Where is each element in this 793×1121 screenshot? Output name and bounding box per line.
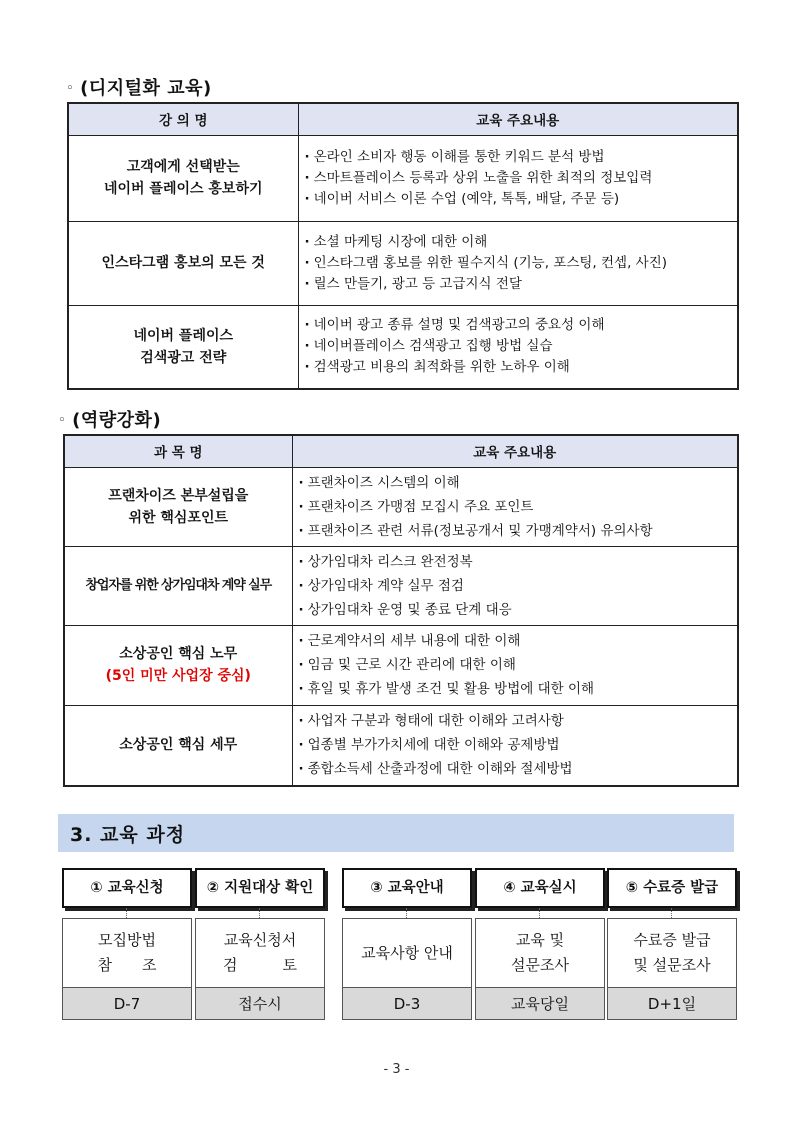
table-row [64,467,738,546]
step-box [607,918,737,1020]
content-item: · 온라인 소비자 행동 이해를 통한 키워드 분석 방법 [305,147,738,168]
course-name [68,305,298,389]
course-name-line: 창업자를 위한 상가임대차 계약 실무 [85,577,272,593]
step-description-line: 모집방법 [98,931,156,949]
step-label: ① 교육신청 [62,868,192,908]
step-description-line: 교육 및 [515,931,565,949]
column-header-content: 교육 주요내용 [298,103,738,135]
course-name [64,705,292,786]
content-item: · 상가임대차 리스크 완전정복 [299,550,738,574]
step-description-line: 및 설문조사 [633,956,711,974]
step-description [608,919,736,987]
step-description [476,919,604,987]
step-label: ③ 교육안내 [342,868,472,908]
course-name-line: 프랜차이즈 본부설립을 [108,487,249,504]
course-name-line: 네이버 플레이스 [133,327,234,344]
course-content [298,221,738,305]
course-name [64,467,292,546]
step-label: ④ 교육실시 [475,868,605,908]
content-item: · 종합소득세 산출과정에 대한 이해와 절세방법 [299,757,738,781]
step-box [475,918,605,1020]
content-item: · 임금 및 근로 시간 관리에 대한 이해 [299,653,738,677]
content-item: · 스마트플레이스 등록과 상위 노출을 위한 최적의 정보입력 [305,168,738,189]
table-header-row [68,103,738,135]
content-item: · 사업자 구분과 형태에 대한 이해와 고려사항 [299,709,738,733]
content-item: · 릴스 만들기, 광고 등 고급지식 전달 [305,274,738,295]
process-section-title: 3. 교육 과정 [70,824,186,846]
digital-heading-text: (디지털화 교육) [80,78,212,99]
step-box [342,918,472,1020]
step-connector [406,908,407,918]
process-step [342,868,472,1020]
step-timing: 교육당일 [476,987,604,1019]
process-step [195,868,325,1020]
process-step [62,868,192,1020]
capacity-heading-text: (역량강화) [72,410,162,431]
step-description [196,919,324,987]
course-name-line: 고객에게 선택받는 [126,159,240,175]
step-connector [539,908,540,918]
content-item: · 프랜차이즈 시스템의 이해 [299,471,738,495]
table-row [68,135,738,221]
course-content [298,135,738,221]
step-timing: 접수시 [196,987,324,1019]
table-header-row [64,435,738,467]
step-description-line: 교육신청서 [223,931,297,949]
capacity-course-table [63,434,739,787]
heading-bullet: ◦ [66,81,75,96]
course-name-line: 소상공인 핵심 세무 [119,737,238,754]
step-description-line: 설문조사 [511,956,569,974]
step-description-line: 수료증 발급 [633,931,711,949]
course-name [68,221,298,305]
content-item: · 인스타그램 홍보를 위한 필수지식 (기능, 포스팅, 컨셉, 사진) [305,253,738,274]
course-content [292,546,738,625]
content-item: · 네이버 광고 종류 설명 및 검색광고의 중요성 이해 [305,315,738,336]
table-row [64,546,738,625]
course-name-line: 위한 핵심포인트 [128,509,229,526]
course-content [292,705,738,786]
content-item: · 상가임대차 운영 및 종료 단계 대응 [299,598,738,622]
course-name-note: (5인 미만 사업장 중심) [105,668,251,684]
process-step [607,868,737,1020]
process-section-bar [58,814,734,852]
content-item: · 휴일 및 휴가 발생 조건 및 활용 방법에 대한 이해 [299,677,738,701]
content-item: · 검색광고 비용의 최적화를 위한 노하우 이해 [305,357,738,378]
content-item: · 네이버 서비스 이론 수업 (예약, 톡톡, 배달, 주문 등) [305,189,738,210]
course-name-line: 검색광고 전략 [140,349,227,366]
content-item: · 네이버플레이스 검색광고 집행 방법 실습 [305,336,738,357]
content-item: · 상가임대차 계약 실무 점검 [299,574,738,598]
step-timing: D-7 [63,987,191,1019]
table-row [64,705,738,786]
content-item: · 프랜차이즈 가맹점 모집시 주요 포인트 [299,495,738,519]
digital-course-table [67,102,739,390]
column-header-content: 교육 주요내용 [292,435,738,467]
column-header-name: 과 목 명 [64,435,292,467]
step-box [195,918,325,1020]
step-description-line: 교육사항 안내 [361,943,453,962]
table-row [68,221,738,305]
course-content [298,305,738,389]
content-item: · 프랜차이즈 관련 서류(정보공개서 및 가맹계약서) 유의사항 [299,519,738,543]
step-timing: D+1일 [608,987,736,1019]
step-description-line: 검 토 [223,956,297,974]
step-timing: D-3 [343,987,471,1019]
course-name-line: 소상공인 핵심 노무 [119,646,238,662]
step-label: ② 지원대상 확인 [195,868,325,908]
course-name-line: 인스타그램 홍보의 모든 것 [101,255,265,271]
page-number: - 3 - [383,1062,410,1077]
step-description [63,919,191,987]
step-description-line: 참 조 [97,956,157,974]
step-description [343,919,471,987]
step-connector [259,908,260,918]
course-name [64,625,292,705]
digital-section-heading [66,74,212,100]
course-name [64,546,292,625]
course-content [292,625,738,705]
step-label: ⑤ 수료증 발급 [607,868,737,908]
table-row [68,305,738,389]
column-header-name: 강 의 명 [68,103,298,135]
course-name-line: 네이버 플레이스 홍보하기 [103,181,263,197]
course-name [68,135,298,221]
heading-bullet: ◦ [58,413,67,428]
step-connector [126,908,127,918]
table-row [64,625,738,705]
step-connector [671,908,672,918]
course-content [292,467,738,546]
content-item: · 소셜 마케팅 시장에 대한 이해 [305,232,738,253]
content-item: · 업종별 부가가치세에 대한 이해와 공제방법 [299,733,738,757]
content-item: · 근로계약서의 세부 내용에 대한 이해 [299,629,738,653]
process-step [475,868,605,1020]
capacity-section-heading [58,406,161,432]
step-box [62,918,192,1020]
